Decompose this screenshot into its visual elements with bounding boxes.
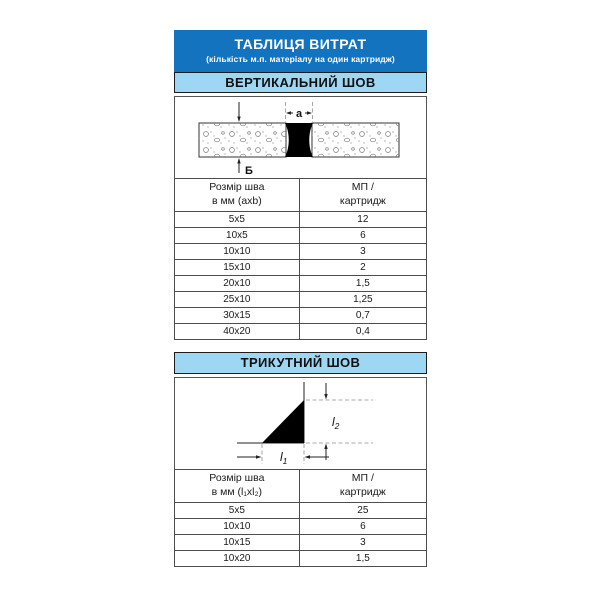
table-cell: 6	[299, 519, 426, 535]
triangular-seam-diagram	[175, 378, 426, 469]
col-header-size-line2: в мм (l₁xl₂)	[211, 486, 263, 498]
table-cell: 15x10	[175, 260, 300, 276]
table-header-row	[175, 470, 427, 503]
table-row	[175, 228, 427, 244]
table-cell: 10x20	[175, 551, 300, 567]
dim-arrow-right	[256, 455, 262, 458]
dim-label-l2-sub: 2	[334, 421, 340, 431]
table-cell: 40x20	[175, 324, 300, 340]
table-row	[175, 519, 427, 535]
dim-label-l1	[280, 450, 288, 466]
vertical-seam-table	[174, 178, 427, 340]
table-cell: 6	[299, 228, 426, 244]
table-header-row	[175, 179, 427, 212]
table-cell: 20x10	[175, 276, 300, 292]
dim-label-l1-sub: 1	[282, 456, 288, 466]
dim-arrow-up	[237, 158, 240, 164]
table-row	[175, 244, 427, 260]
dim-label-l2-main: l	[332, 415, 335, 429]
spec-sheet	[174, 30, 427, 567]
dim-arrow-down	[324, 394, 327, 400]
concrete-block-left	[199, 123, 286, 157]
table-row	[175, 308, 427, 324]
col-header-consumption	[299, 470, 426, 503]
section-heading-triangular-seam: ТРИКУТНИЙ ШОВ	[174, 352, 427, 374]
table-cell: 5x5	[175, 503, 300, 519]
col-header-size-line2: в мм (axb)	[211, 195, 262, 207]
dim-arrow-up	[324, 444, 327, 450]
dim-arrow-down	[237, 117, 240, 123]
table-row	[175, 551, 427, 567]
dim-label-a: a	[295, 108, 303, 120]
table-cell: 12	[299, 212, 426, 228]
col-header-size	[175, 179, 300, 212]
dim-arrow-left	[305, 455, 311, 458]
col-header-consumption-line1: МП /	[351, 181, 374, 194]
col-header-consumption-line2: картридж	[339, 195, 386, 207]
table-cell: 25x10	[175, 292, 300, 308]
table-cell: 3	[299, 244, 426, 260]
dim-label-b: Б	[245, 165, 253, 177]
table-cell: 1,25	[299, 292, 426, 308]
table-row	[175, 292, 427, 308]
table-cell: 1,5	[299, 276, 426, 292]
dim-arrow-right	[307, 111, 312, 114]
table-cell: 1,5	[299, 551, 426, 567]
table-cell: 5x5	[175, 212, 300, 228]
table-row	[175, 503, 427, 519]
col-header-size	[175, 470, 300, 503]
dim-label-l1-main: l	[280, 450, 283, 464]
table-cell: 3	[299, 535, 426, 551]
section-heading-vertical-seam: ВЕРТИКАЛЬНИЙ ШОВ	[174, 72, 427, 93]
table-cell: 10x15	[175, 535, 300, 551]
table-cell: 30x15	[175, 308, 300, 324]
table-cell: 10x10	[175, 244, 300, 260]
concrete-block-right	[312, 123, 399, 157]
triangular-seam-diagram-box	[174, 377, 427, 469]
page-subtitle: (кількість м.п. матеріалу на один картридж)	[206, 54, 395, 64]
table-row	[175, 276, 427, 292]
table-cell: 10x10	[175, 519, 300, 535]
table-row	[175, 535, 427, 551]
table-cell: 0,4	[299, 324, 426, 340]
col-header-consumption-line1: МП /	[351, 472, 374, 485]
triangular-seam-table	[174, 469, 427, 567]
vertical-seam-diagram	[175, 97, 426, 178]
document-header	[174, 30, 427, 72]
vertical-seam-diagram-box	[174, 96, 427, 178]
table-cell: 10x5	[175, 228, 300, 244]
seam-triangle	[262, 400, 304, 443]
dim-label-l2	[332, 415, 340, 431]
dim-arrow-left	[286, 111, 291, 114]
seam-profile	[285, 123, 313, 157]
col-header-consumption-line2: картридж	[339, 486, 386, 498]
col-header-size-line1: Розмір шва	[209, 472, 265, 485]
table-cell: 2	[299, 260, 426, 276]
col-header-consumption	[299, 179, 426, 212]
table-row	[175, 212, 427, 228]
table-row	[175, 260, 427, 276]
table-cell: 25	[299, 503, 426, 519]
col-header-size-line1: Розмір шва	[209, 181, 265, 194]
table-cell: 0,7	[299, 308, 426, 324]
table-row	[175, 324, 427, 340]
page-title: ТАБЛИЦЯ ВИТРАТ	[234, 36, 367, 52]
